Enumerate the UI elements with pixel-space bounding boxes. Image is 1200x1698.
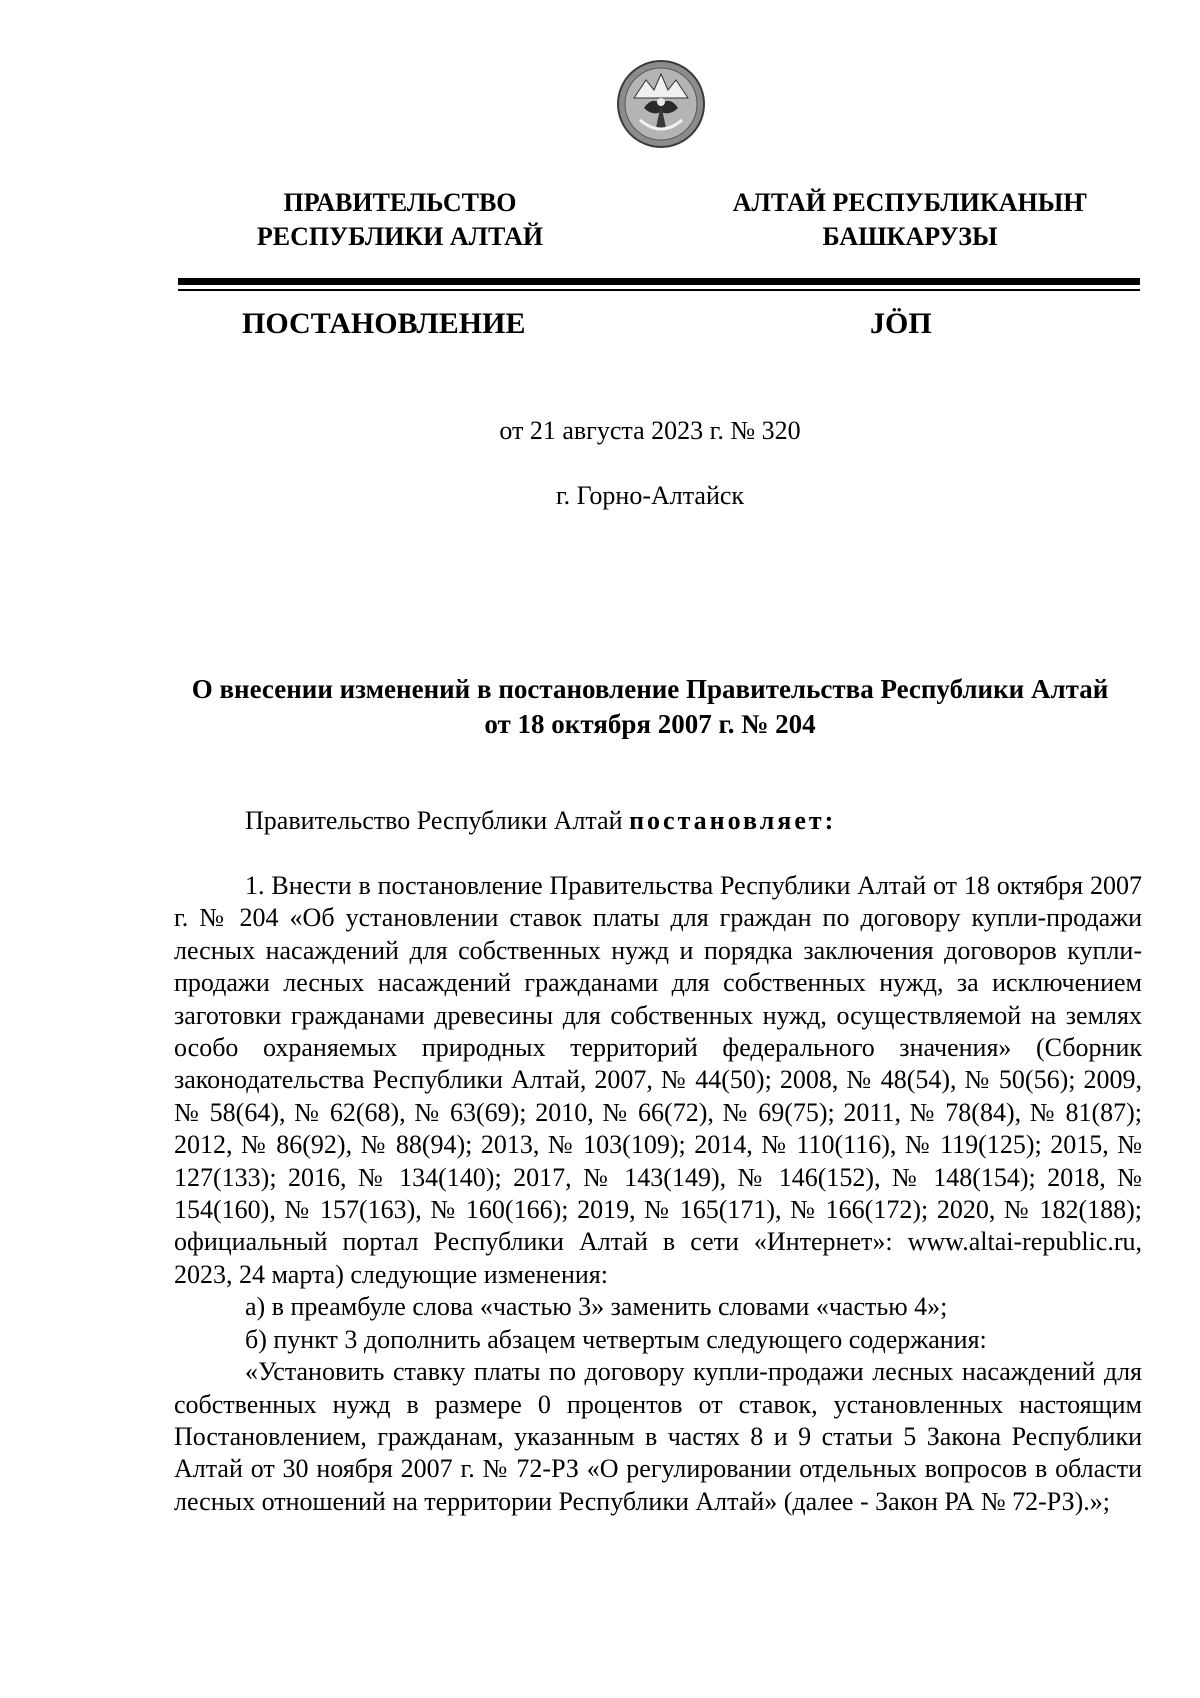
resolution-intro [245,805,836,837]
paragraph-quote: «Установить ставку платы по договору купли-продажи лесных насаждений для собственных нужд в размере 0 процентов от ставок, установленных настоящим Постановлением, гражданам, указанным в частях 8 и 9 статьи 5 Закона Республики Алтай от 30 ноября 2007 г. № 72-РЗ «О регулировании отдельных вопросов в области лесных отношений на территории Республики Алтай» (далее - Закон РА № 72-РЗ).»; [174,1357,1142,1516]
document-date-number: от 21 августа 2023 г. № 320 [499,416,801,445]
issuer-line: АЛТАЙ РЕСПУБЛИКАНЫҤ [732,188,1088,217]
document-title [160,672,1140,742]
header-divider-thin [178,289,1140,291]
issuer-name-russian [200,186,600,254]
paragraph-a: а) в преамбуле слова «частью 3» заменить словами «частью 4»; [245,1292,948,1322]
title-line: от 18 октября 2007 г. № 204 [484,709,816,739]
document-city: г. Горно-Алтайск [555,481,745,510]
altai-coat-of-arms-icon [616,58,706,150]
title-line: О внесении изменений в постановление Правительства Республики Алтай [191,674,1109,704]
issuer-line: ПРАВИТЕЛЬСТВО [283,188,517,217]
intro-emphasis: постановляет: [629,806,837,835]
paragraph-1: 1. Внести в постановление Правительства Республики Алтай от 18 октября 2007 г. № 204 «Об установлении ставок платы для граждан по договору купли-продажи лесных насаждений для собственных нужд и порядка заключения договоров купли-продажи лесных насаждений гражданами для собственных нужд, за исключением заготовки гражданами древесины для собственных нужд, осуществляемой на землях особо охраняемых природных территорий федерального значения» (Сборник законодательства Республики Алтай, 2007, № 44(50); 2008, № 48(54), № 50(56); 2009, № 58(64), № 62(68), № 63(69); 2010, № 66(72), № 69(75); 2011, № 78(84), № 81(87); 2012, № 86(92), № 88(94); 2013, № 103(109); 2014, № 110(116), № 119(125); 2015, № 127(133); 2016, № 134(140); 2017, № 143(149), № 146(152), № 148(154); 2018, № 154(160), № 157(163), № 160(166); 2019, № 165(171), № 166(172); 2020, № 182(188); официальный портал Республики Алтай в сети «Интернет»: www.altai-republic.ru, 2023, 24 марта) следующие изменения: [174,871,1142,1289]
paragraph-b: б) пункт 3 дополнить абзацем четвертым следующего содержания: [245,1324,987,1354]
document-body [174,870,1142,1518]
issuer-line: РЕСПУБЛИКИ АЛТАЙ [256,222,544,251]
intro-text: Правительство Республики Алтай [245,806,630,835]
header-divider-thick [178,278,1140,285]
issuer-line: БАШКАРУЗЫ [822,222,998,251]
document-type-russian: ПОСТАНОВЛЕНИЕ [242,307,526,340]
issuer-name-altai [690,186,1130,254]
document-type-altai: JÖП [870,307,932,340]
